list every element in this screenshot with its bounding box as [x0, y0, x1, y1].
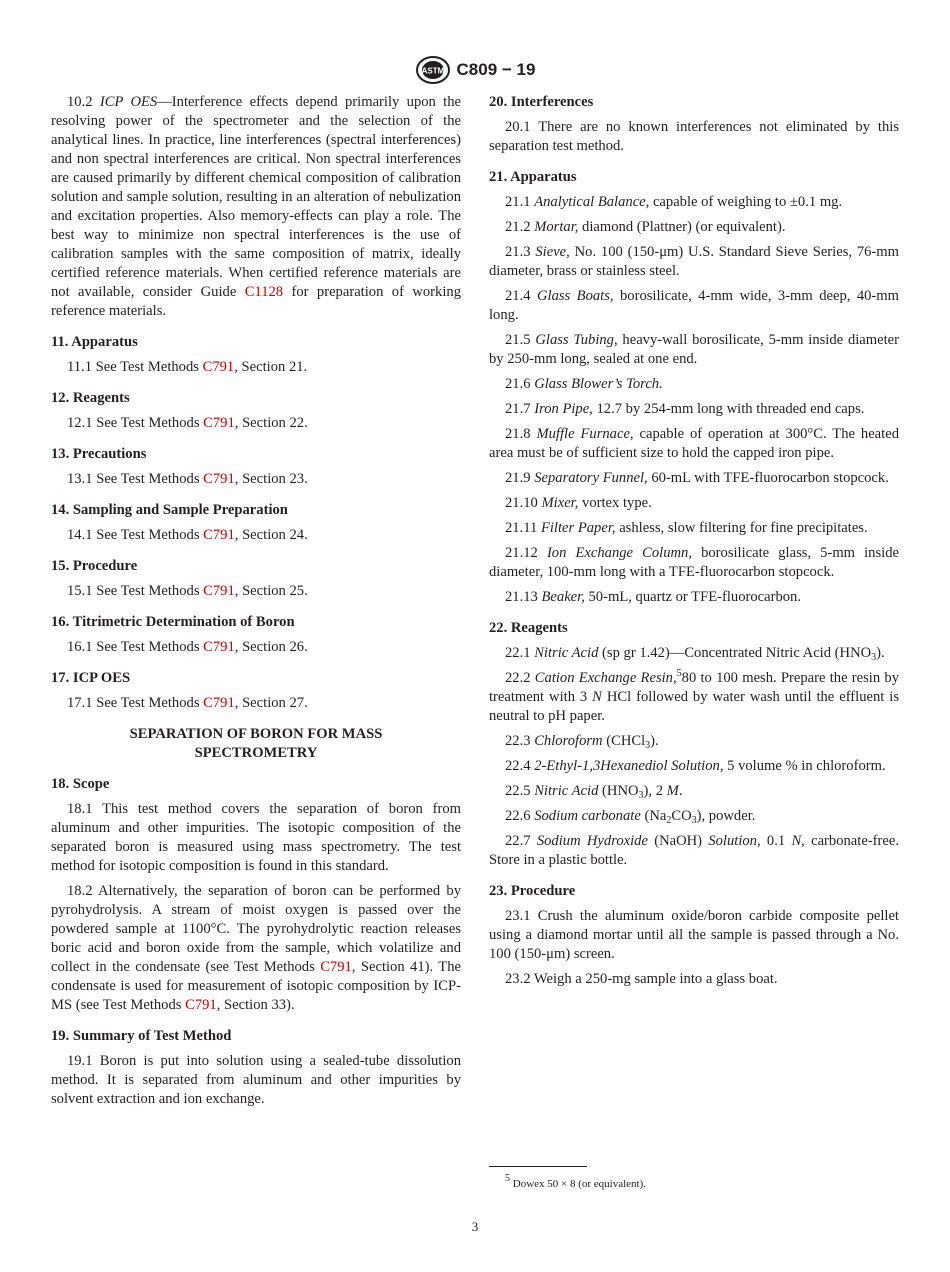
apparatus-item: 21.13 Beaker, 50-mL, quartz or TFE-fluorocarbon. [505, 589, 802, 605]
heading-18: 18. Scope [51, 776, 110, 792]
logo-text: ASTM [421, 66, 444, 76]
reagent-item: 22.5 Nitric Acid $(HNO_3)$, 2 M. [505, 783, 683, 801]
apparatus-item: 21.1 Analytical Balance, capable of weighing to ±0.1 mg. [505, 194, 843, 210]
heading-20: 20. Interferences [489, 94, 594, 110]
apparatus-item: 21.11 Filter Paper, ashless, slow filtering for fine precipitates. [505, 520, 868, 536]
paragraph-17-1: 17.1 See Test Methods C791, Section 27. [67, 695, 308, 711]
apparatus-item: 21.5 Glass Tubing, heavy-wall borosilicate, 5-mm inside diameter by 250-mm long, sealed at one end. [489, 332, 899, 367]
reagent-item: 22.1 Nitric Acid (sp gr 1.42)—Concentrated Nitric Acid $(HNO_3)$. [505, 645, 885, 663]
heading-14: 14. Sampling and Sample Preparation [51, 502, 288, 518]
paragraph-11-1: 11.1 See Test Methods C791, Section 21. [67, 359, 308, 375]
right-column [489, 93, 899, 995]
apparatus-item: 21.2 Mortar, diamond (Plattner) (or equivalent). [505, 219, 786, 235]
paragraph-16-1: 16.1 See Test Methods C791, Section 26. [67, 639, 308, 655]
paragraph-23-2: 23.2 Weigh a 250-mg sample into a glass boat. [505, 971, 778, 987]
link-c791[interactable]: C791 [185, 997, 217, 1013]
apparatus-item: 21.3 Sieve, No. 100 (150-μm) U.S. Standard Sieve Series, 76-mm diameter, brass or stainless steel. [489, 244, 899, 279]
reagent-item: 22.6 Sodium carbonate $(Na_2CO_3)$, powder. [505, 808, 756, 826]
term: ICP OES [99, 94, 158, 110]
link-c791[interactable]: C791 [203, 639, 235, 655]
footnote: $^5$ Dowex 50 × 8 (or equivalent). [505, 1173, 647, 1190]
link-c791[interactable]: C791 [202, 359, 235, 375]
apparatus-item: 21.10 Mixer, vortex type. [505, 495, 652, 511]
paragraph-12-1: 12.1 See Test Methods C791, Section 22. [67, 415, 308, 431]
paragraph-14-1: 14.1 See Test Methods C791, Section 24. [67, 527, 308, 543]
link-c791[interactable]: C791 [203, 471, 235, 487]
apparatus-item: 21.4 Glass Boats, borosilicate, 4-mm wide, 3-mm deep, 40-mm long. [489, 288, 899, 323]
paragraph-15-1: 15.1 See Test Methods C791, Section 25. [67, 583, 308, 599]
apparatus-item: 21.9 Separatory Funnel, 60-mL with TFE-fluorocarbon stopcock. [505, 470, 889, 486]
reagent-item: 22.4 2-Ethyl-1,3Hexanediol Solution, 5 volume % in chloroform. [505, 758, 886, 774]
link-c791[interactable]: C791 [203, 695, 235, 711]
link-c791[interactable]: C791 [203, 583, 235, 599]
astm-logo [415, 55, 451, 85]
paragraph-18-1: 18.1 This test method covers the separation of boron from aluminum and other impurities. The isotopic composition of the separated boron is measured using mass spectrometry. The test method for isotopic composition is found in this standard. [51, 801, 461, 874]
heading-13: 13. Precautions [51, 446, 147, 462]
paragraph-19-1: 19.1 Boron is put into solution using a sealed-tube dissolution method. It is separated from aluminum and other impurities by solvent extraction and ion exchange. [51, 1053, 461, 1107]
apparatus-item: 21.8 Muffle Furnace, capable of operation at 300°C. The heated area must be of sufficient size to hold the capped iron pipe. [489, 426, 899, 461]
paragraph-13-1: 13.1 See Test Methods C791, Section 23. [67, 471, 308, 487]
heading-19: 19. Summary of Test Method [51, 1028, 232, 1044]
paragraph-18-2: 18.2 Alternatively, the separation of boron can be performed by pyrohydrolysis. A stream of moist oxygen is passed over the powdered sample at 1100°C. The pyrohydrolytic reaction releases boric acid and boron oxide from the sample, which volatilize and collect in the condensate (see Test Methods C791, Section 41). The condensate is used for measurement of isotopic composition by ICP-MS (see Test Methods C791, Section 33). [51, 883, 461, 1013]
paragraph-23-1: 23.1 Crush the aluminum oxide/boron carbide composite pellet using a diamond mortar until all the sample is passed through a No. 100 (150-μm) screen. [489, 908, 899, 962]
link-c791[interactable]: C791 [203, 527, 235, 543]
footnote-divider [489, 1166, 587, 1167]
apparatus-item: 21.7 Iron Pipe, 12.7 by 254-mm long with threaded end caps. [505, 401, 865, 417]
heading-11: 11. Apparatus [51, 334, 138, 350]
reagent-item: 22.2 Cation Exchange Resin,$^5$80 to 100 mesh. Prepare the resin by treatment with 3 N HCl followed by water wash until the effluent is neutral to pH paper. [489, 668, 900, 724]
page-header [0, 55, 950, 85]
heading-17: 17. ICP OES [51, 670, 131, 686]
heading-15: 15. Procedure [51, 558, 138, 574]
left-column [51, 93, 461, 1115]
link-c1128[interactable]: C1128 [244, 284, 284, 300]
reagent-item: 22.3 Chloroform (CHCl$_3$). [505, 733, 659, 751]
apparatus-item: 21.12 Ion Exchange Column, borosilicate glass, 5-mm inside diameter, 100-mm long with a TFE-fluorocarbon stopcock. [489, 545, 899, 580]
paragraph-20-1: 20.1 There are no known interferences not eliminated by this separation test method. [489, 119, 899, 154]
heading-23: 23. Procedure [489, 883, 576, 899]
heading-16: 16. Titrimetric Determination of Boron [51, 614, 295, 630]
reagent-item: 22.7 Sodium Hydroxide (NaOH) Solution, 0.1 N, carbonate-free. Store in a plastic bottle. [489, 833, 899, 868]
paragraph-10-2: 10.2 ICP OES—Interference effects depend primarily upon the resolving power of the spectrometer and the selection of the analytical lines. In practice, line interferences (spectral interferences) and non spectral interferences are critical. Non spectral interferences are caused primarily by different chemical composition of calibration solution and sample solution, resulting in an alteration of nebulization and excitation properties. Also memory-effects can play a role. The best way to minimize non spectral interferences is the use of calibration samples with the same composition of matrix, ideally certified reference materials. When certified reference materials are not available, consider Guide C1128 for preparation of working reference materials. [51, 94, 461, 319]
heading-22: 22. Reagents [489, 620, 568, 636]
section-heading-separation: SEPARATION OF BORON FOR MASS SPECTROMETRY [129, 726, 383, 761]
footnote-ref: 5 [676, 668, 682, 679]
apparatus-item: 21.6 Glass Blower’s Torch. [505, 376, 663, 392]
page-number: 3 [471, 1219, 479, 1234]
link-c791[interactable]: C791 [320, 959, 352, 975]
heading-21: 21. Apparatus [489, 169, 577, 185]
heading-12: 12. Reagents [51, 390, 130, 406]
link-c791[interactable]: C791 [203, 415, 235, 431]
standard-designation: C809 − 19 [456, 60, 536, 79]
